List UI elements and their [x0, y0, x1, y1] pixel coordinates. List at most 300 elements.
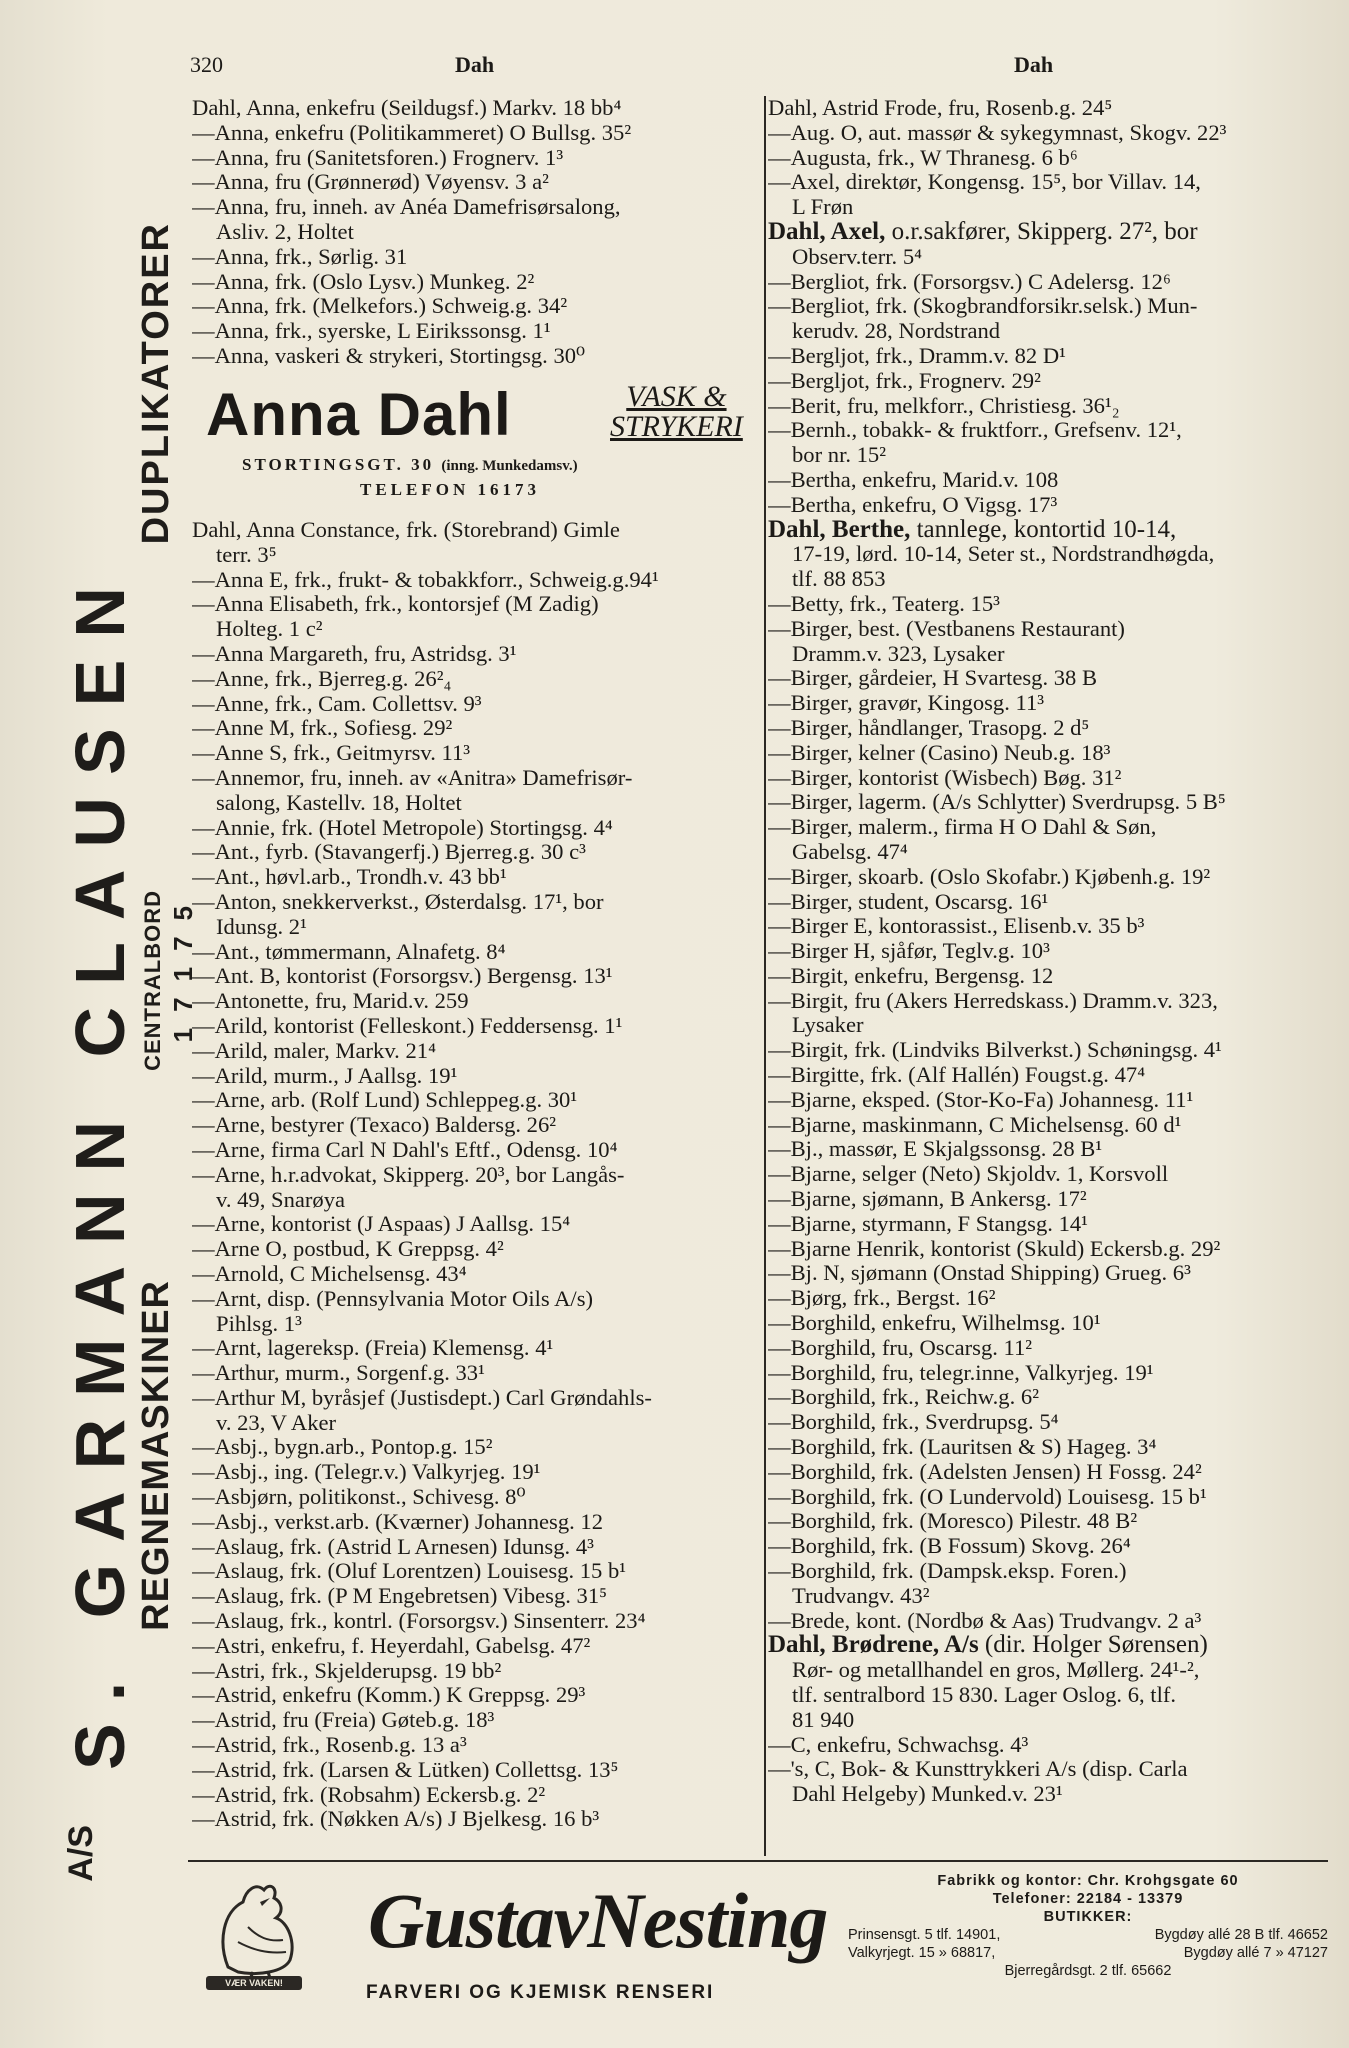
- entry-text: —Anna Margareth, fru, Astridsg. 3¹: [192, 641, 517, 666]
- entry-text: —Arnt, disp. (Pennsylvania Motor Oils A/s): [192, 1286, 594, 1311]
- entry-text: —'s, C, Bok- & Kunsttrykkeri A/s (disp. Carla: [768, 1757, 1188, 1782]
- entry-text: —Astrid, frk. (Robsahm) Eckersb.g. 2²: [192, 1782, 546, 1807]
- directory-entry: [192, 791, 757, 816]
- entry-text: —Arild, murm., J Aallsg. 19¹: [192, 1063, 458, 1088]
- entry-text: Observ.terr. 5⁴: [792, 244, 923, 269]
- directory-entry: [768, 1162, 1328, 1187]
- entry-text: —Bjarne, styrmann, F Stangsg. 14¹: [768, 1211, 1088, 1236]
- entry-text: —Bergljot, frk., Frognerv. 29²: [768, 368, 1041, 393]
- directory-entry: [768, 493, 1328, 518]
- ad-name: Anna Dahl: [206, 381, 512, 448]
- entry-text: —Ant., tømmermann, Alnafetg. 8⁴: [192, 939, 506, 964]
- entry-text: —Ant. B, kontorist (Forsorgsv.) Bergensg. 13¹: [192, 964, 613, 989]
- directory-entry: [192, 692, 757, 717]
- ad-service-line2: STRYKERI: [610, 410, 743, 443]
- brand-wordmark: GustavNesting: [368, 1877, 828, 1964]
- directory-entry: [192, 1064, 757, 1089]
- entry-text: salong, Kastellv. 18, Holtet: [216, 790, 462, 815]
- directory-entry: [192, 1758, 757, 1783]
- entry-text: —Ant., høvl.arb., Trondh.v. 43 bb¹: [192, 865, 507, 890]
- directory-entry: [192, 1287, 757, 1312]
- margin-ad-switchboard-label: CENTRALBORD: [140, 890, 165, 1071]
- directory-entry: [192, 220, 757, 245]
- entry-text: terr. 3⁵: [216, 542, 277, 567]
- entry-text: —Anne M, frk., Sofiesg. 29²: [192, 716, 453, 741]
- directory-entry: [768, 294, 1328, 319]
- directory-entry: [192, 1014, 757, 1039]
- directory-entry: [768, 914, 1328, 939]
- entry-text: —Asbj., verkst.arb. (Kværner) Johannesg. 12: [192, 1509, 604, 1534]
- entry-text: —Asbj., bygn.arb., Pontop.g. 15²: [192, 1435, 493, 1460]
- entry-text: —Birger, student, Oscarsg. 16¹: [768, 889, 1049, 914]
- directory-entry: [768, 518, 1328, 543]
- entry-text: Holteg. 1 c²: [216, 617, 323, 642]
- directory-entry: [768, 344, 1328, 369]
- entry-text: —Asbj., ing. (Telegr.v.) Valkyrjeg. 19¹: [192, 1460, 541, 1485]
- entry-text: —Astri, frk., Skjelderupsg. 19 bb²: [192, 1658, 502, 1683]
- entry-text: —Borghild, frk. (Dampsk.eksp. Foren.): [768, 1559, 1127, 1584]
- directory-entry: [768, 666, 1328, 691]
- directory-entry: [768, 270, 1328, 295]
- directory-entry: [192, 989, 757, 1014]
- directory-entry: [768, 1658, 1328, 1683]
- shop-left: Prinsensgt. 5 tlf. 14901,: [848, 1927, 1001, 1943]
- directory-entry: [768, 1559, 1328, 1584]
- directory-entry: [768, 1038, 1328, 1063]
- directory-entry: [192, 568, 757, 593]
- entry-text: —Augusta, frk., W Thranesg. 6 b⁶: [768, 145, 1078, 170]
- entry-text: Dahl, Anna, enkefru (Seildugsf.) Markv. 18 bb⁴: [192, 96, 622, 120]
- entry-text: —Annemor, fru, inneh. av «Anitra» Damefrisør-: [192, 765, 633, 790]
- directory-entry: [768, 121, 1328, 146]
- entry-text: —Birger, kelner (Casino) Neub.g. 18³: [768, 740, 1111, 765]
- brand-tagline: FARVERI OG KJEMISK RENSERI: [366, 1982, 715, 2003]
- directory-entry: [768, 1708, 1328, 1733]
- entry-text: —Birger, gravør, Kingosg. 11³: [768, 691, 1045, 716]
- shop-right: Bygdøy allé 7 » 47127: [1183, 1945, 1328, 1961]
- directory-entry: [192, 1188, 757, 1213]
- directory-entry: [768, 790, 1328, 815]
- entry-text: Dahl Helgeby) Munked.v. 23¹: [792, 1782, 1063, 1807]
- directory-entry: [768, 468, 1328, 493]
- directory-entry: [768, 1683, 1328, 1708]
- directory-entry: [768, 716, 1328, 741]
- entry-text: tlf. sentralbord 15 830. Lager Oslog. 6, tlf.: [792, 1683, 1177, 1707]
- directory-entry: [768, 1261, 1328, 1286]
- directory-entry: [768, 741, 1328, 766]
- directory-entry: [768, 170, 1328, 195]
- entry-text: —Aslaug, frk. (P M Engebretsen) Vibesg. 31⁵: [192, 1584, 608, 1609]
- entry-text: —Astrid, frk. (Larsen & Lütken) Collettsg. 13⁵: [192, 1757, 619, 1782]
- directory-entry: [192, 1535, 757, 1560]
- entry-text: —Brede, kont. (Nordbø & Aas) Trudvangv. 2 a³: [768, 1608, 1202, 1633]
- directory-entry: [192, 1584, 757, 1609]
- directory-entry: [768, 1609, 1328, 1634]
- directory-entry: [768, 1013, 1328, 1038]
- directory-entry: [768, 592, 1328, 617]
- entry-text: —Anna, fru, inneh. av Anéa Damefrisørsalong,: [192, 195, 621, 220]
- directory-entry: [192, 195, 757, 220]
- entry-text: Idunsg. 2¹: [216, 914, 307, 939]
- entry-text: 17-19, lørd. 10-14, Seter st., Nordstrandhøgda,: [792, 542, 1215, 567]
- directory-entry: [192, 1783, 757, 1808]
- margin-ad-fraction: A/S: [62, 1825, 100, 1882]
- directory-entry: [192, 270, 757, 295]
- entry-text: v. 49, Snarøya: [216, 1187, 346, 1212]
- entry-text: kerudv. 28, Nordstrand: [792, 319, 1001, 344]
- ad-address-street: STORTINGSGT. 30: [242, 455, 435, 474]
- directory-entry: [192, 1039, 757, 1064]
- directory-entry: [192, 1088, 757, 1113]
- entry-text: —Anton, snekkerverkst., Østerdalsg. 17¹, bor: [192, 889, 604, 914]
- entry-text: —Birgit, fru (Akers Herredskass.) Dramm.v. 323,: [768, 988, 1218, 1013]
- directory-entry: [768, 245, 1328, 270]
- page-number: 320: [190, 52, 223, 77]
- margin-ad-duplikatorer: DUPLIKATORER: [135, 222, 177, 545]
- entry-text: —Astrid, fru (Freia) Gøteb.g. 18³: [192, 1708, 495, 1733]
- entry-text: —Astri, enkefru, f. Heyerdahl, Gabelsg. 47²: [192, 1633, 591, 1658]
- entry-text: —Arne, arb. (Rolf Lund) Schleppeg.g. 30¹: [192, 1088, 578, 1113]
- directory-entry: [768, 1485, 1328, 1510]
- entry-text: v. 23, V Aker: [216, 1410, 337, 1435]
- entry-text: —Astrid, frk. (Nøkken A/s) J Bjelkesg. 16 b³: [192, 1807, 600, 1832]
- directory-entry: [768, 1782, 1328, 1807]
- directory-entry: [192, 1312, 757, 1337]
- entry-text: Dahl, Astrid Frode, fru, Rosenb.g. 24⁵: [768, 96, 1113, 120]
- directory-entry: [192, 543, 757, 568]
- entry-text: —Anna, frk., Sørlig. 31: [192, 244, 408, 269]
- entry-text: Pihlsg. 1³: [216, 1311, 302, 1336]
- shop-line: [848, 1944, 1328, 1962]
- entry-text: —Birger, håndlanger, Trasopg. 2 d⁵: [768, 715, 1090, 740]
- entry-text: —Antonette, fru, Marid.v. 259: [192, 989, 469, 1014]
- entry-text: —Axel, direktør, Kongensg. 15⁵, bor Villav. 14,: [768, 170, 1201, 195]
- entry-text: —Aug. O, aut. massør & sykegymnast, Skogv. 22³: [768, 120, 1227, 145]
- directory-entry: [192, 1683, 757, 1708]
- directory-entry: [192, 1262, 757, 1287]
- column-divider: [764, 96, 766, 1856]
- entry-heading: Dahl, Berthe,: [768, 517, 911, 543]
- entry-text: —Anna, vaskeri & strykeri, Stortingsg. 30⁰: [192, 343, 586, 368]
- shop-line: [848, 1962, 1328, 1980]
- directory-entry: [768, 220, 1328, 245]
- entry-text: —Astrid, frk., Rosenb.g. 13 a³: [192, 1733, 467, 1758]
- directory-entry: [768, 840, 1328, 865]
- directory-entry: [768, 1311, 1328, 1336]
- directory-entry: [768, 567, 1328, 592]
- entry-text: —Arthur M, byråsjef (Justisdept.) Carl Grøndahls-: [192, 1385, 652, 1410]
- entry-text: bor nr. 15²: [792, 443, 887, 468]
- directory-entry: [192, 716, 757, 741]
- entry-text: —Bjarne, sjømann, B Ankersg. 17²: [768, 1187, 1087, 1212]
- entry-text: —Bertha, enkefru, Marid.v. 108: [768, 467, 1059, 492]
- margin-ad-regnemaskiner: REGNEMASKINER: [135, 1280, 177, 1631]
- entry-text: —Aslaug, frk. (Oluf Lorentzen) Louisesg. 15 b¹: [192, 1559, 627, 1584]
- entry-text: —Birger E, kontorassist., Elisenb.v. 35 b³: [768, 914, 1145, 939]
- directory-entry: [768, 1410, 1328, 1435]
- ad-address: [242, 455, 578, 475]
- entry-text: 81 940: [792, 1707, 855, 1732]
- directory-entry: [192, 1609, 757, 1634]
- entry-text: —Borghild, frk. (Adelsten Jensen) H Fossg. 24²: [768, 1459, 1202, 1484]
- entry-text: —Borghild, frk. (Lauritsen & S) Hageg. 3⁴: [768, 1435, 1157, 1460]
- entry-text: tannlege, kontortid 10-14,: [910, 517, 1177, 543]
- anna-dahl-ad: [192, 380, 760, 505]
- entry-text: —Birger, kontorist (Wisbech) Bøg. 31²: [768, 765, 1122, 790]
- entry-text: —Birgit, enkefru, Bergensg. 12: [768, 963, 1054, 988]
- entry-text: —Asbjørn, politikonst., Schivesg. 8⁰: [192, 1485, 526, 1510]
- directory-entry: [192, 1733, 757, 1758]
- left-column-entries: [192, 518, 757, 1832]
- entry-text: —Bergliot, frk. (Skogbrandforsikr.selsk.) Mun-: [768, 294, 1198, 319]
- entry-text: —Anne, frk., Cam. Collettsv. 9³: [192, 691, 482, 716]
- entry-text: Dahl, Anna Constance, frk. (Storebrand) Gimle: [192, 518, 620, 542]
- entry-text: —Borghild, fru, Oscarsg. 11²: [768, 1335, 1033, 1360]
- directory-entry: [192, 96, 757, 121]
- gustav-nesting-ad: [188, 1860, 1328, 2012]
- directory-entry: [192, 1386, 757, 1411]
- entry-text: Asliv. 2, Holtet: [216, 219, 354, 244]
- entry-text: —Bj., massør, E Skjalgssonsg. 28 B¹: [768, 1137, 1103, 1162]
- entry-text: —Birger, malerm., firma H O Dahl & Søn,: [768, 815, 1157, 840]
- contact-info: [848, 1872, 1328, 1980]
- entry-heading: Dahl, Brødrene, A/s: [768, 1633, 979, 1659]
- factory-line: Fabrikk og kontor: Chr. Krohgsgate 60: [937, 1873, 1239, 1889]
- shops-label: BUTIKKER:: [1043, 1909, 1133, 1925]
- entry-text: —Anne, frk., Bjerreg.g. 26²₄: [192, 666, 452, 691]
- entry-text: —Borghild, frk., Reichw.g. 6²: [768, 1385, 1039, 1410]
- entry-text: —Bertha, enkefru, O Vigsg. 17³: [768, 492, 1058, 517]
- directory-entry: [768, 1237, 1328, 1262]
- directory-entry: [768, 1534, 1328, 1559]
- entry-text: —Bergliot, frk. (Forsorgsv.) C Adelersg. 12⁶: [768, 269, 1171, 294]
- directory-entry: [768, 1757, 1328, 1782]
- entry-text: —Arne, firma Carl N Dahl's Eftf., Odensg. 10⁴: [192, 1137, 618, 1162]
- ad-service-line1: VASK &: [626, 380, 727, 413]
- entry-text: —Borghild, fru, telegr.inne, Valkyrjeg. 19¹: [768, 1360, 1154, 1385]
- directory-entry: [192, 1138, 757, 1163]
- directory-entry: [192, 1807, 757, 1832]
- entry-text: —Astrid, enkefru (Komm.) K Greppsg. 29³: [192, 1683, 586, 1708]
- directory-entry: [192, 146, 757, 171]
- directory-entry: [192, 1237, 757, 1262]
- directory-entry: [192, 319, 757, 344]
- directory-entry: [192, 915, 757, 940]
- directory-entry: [768, 319, 1328, 344]
- directory-entry: [768, 617, 1328, 642]
- directory-entry: [192, 1485, 757, 1510]
- directory-entry: [192, 344, 757, 369]
- entry-text: tlf. 88 853: [792, 567, 886, 592]
- entry-text: —Birger H, sjåfør, Teglv.g. 10³: [768, 939, 1050, 964]
- entry-text: —Arne, bestyrer (Texaco) Baldersg. 26²: [192, 1113, 557, 1138]
- directory-entry: [192, 1510, 757, 1535]
- shop-left: Valkyrjegt. 15 » 68817,: [848, 1945, 996, 1961]
- entry-text: Dramm.v. 323, Lysaker: [792, 641, 1005, 666]
- entry-text: —Arne, h.r.advokat, Skipperg. 20³, bor Langås-: [192, 1162, 625, 1187]
- entry-text: —Arnold, C Michelsensg. 43⁴: [192, 1261, 467, 1286]
- directory-entry: [768, 195, 1328, 220]
- margin-ad-switchboard-number: 17175: [168, 890, 198, 1043]
- entry-text: —Birger, gårdeier, H Svartesg. 38 B: [768, 666, 1098, 691]
- entry-text: —Bjarne, selger (Neto) Skjoldv. 1, Korsvoll: [768, 1162, 1169, 1187]
- entry-text: —Borghild, frk., Sverdrupsg. 5⁴: [768, 1410, 1059, 1435]
- entry-text: —Anna, enkefru (Politikammeret) O Bullsg. 35²: [192, 120, 632, 145]
- directory-entry: [192, 1659, 757, 1684]
- entry-text: —Annie, frk. (Hotel Metropole) Stortingsg. 4⁴: [192, 815, 613, 840]
- directory-entry: [768, 1137, 1328, 1162]
- directory-entry: [192, 1336, 757, 1361]
- entry-text: —Anna, frk. (Oslo Lysv.) Munkeg. 2²: [192, 269, 535, 294]
- directory-entry: [768, 815, 1328, 840]
- right-column-entries: [768, 96, 1328, 1807]
- rooster-logo: [198, 1872, 308, 1990]
- entry-text: —Bjarne Henrik, kontorist (Skuld) Eckersb.g. 29²: [768, 1236, 1221, 1261]
- entry-text: —Berit, fru, melkforr., Christiesg. 36¹₂: [768, 393, 1120, 418]
- ad-phone: TELEFON 16173: [360, 480, 540, 499]
- directory-entry: [768, 964, 1328, 989]
- entry-text: —Birger, skoarb. (Oslo Skofabr.) Kjøbenh.g. 19²: [768, 864, 1211, 889]
- entry-text: Lysaker: [792, 1013, 864, 1038]
- shop-right: Bygdøy allé 28 B tlf. 46652: [1154, 1927, 1328, 1943]
- directory-entry: [192, 294, 757, 319]
- entry-text: —Anna, frk., syerske, L Eirikssonsg. 1¹: [192, 319, 551, 344]
- directory-entry: [768, 542, 1328, 567]
- entry-text: Rør- og metallhandel en gros, Møllerg. 24¹-²,: [792, 1658, 1200, 1683]
- entry-text: —Borghild, frk. (B Fossum) Skovg. 26⁴: [768, 1534, 1131, 1559]
- directory-entry: [192, 121, 757, 146]
- right-running-head: Dah: [1014, 52, 1054, 77]
- directory-entry: [768, 1509, 1328, 1534]
- directory-entry: [192, 1634, 757, 1659]
- entry-text: —Birgit, frk. (Lindviks Bilverkst.) Schøningsg. 4¹: [768, 1038, 1222, 1063]
- entry-text: Trudvangv. 43²: [792, 1583, 930, 1608]
- directory-entry: [768, 939, 1328, 964]
- directory-entry: [192, 518, 757, 543]
- directory-entry: [768, 766, 1328, 791]
- entry-text: —Anna Elisabeth, frk., kontorsjef (M Zadig): [192, 592, 599, 617]
- shop-left: Bjerregårdsgt. 2 tlf. 65662: [1004, 1963, 1172, 1979]
- entry-text: —Betty, frk., Teaterg. 15³: [768, 591, 1000, 616]
- entry-text: —Birgitte, frk. (Alf Hallén) Fougst.g. 47⁴: [768, 1063, 1146, 1088]
- directory-entry: [192, 1435, 757, 1460]
- directory-entry: [768, 443, 1328, 468]
- directory-entry: [768, 1435, 1328, 1460]
- entry-text: L Frøn: [792, 195, 854, 220]
- directory-entry: [768, 989, 1328, 1014]
- directory-entry: [192, 766, 757, 791]
- directory-entry: [192, 890, 757, 915]
- directory-entry: [192, 741, 757, 766]
- directory-entry: [192, 865, 757, 890]
- ad-address-note: (inng. Munkedamsv.): [441, 458, 578, 474]
- directory-entry: [192, 617, 757, 642]
- directory-entry: [192, 1361, 757, 1386]
- directory-entry: [768, 1113, 1328, 1138]
- entry-text: —Arne, kontorist (J Aspaas) J Aallsg. 15⁴: [192, 1212, 571, 1237]
- margin-ad-company: S. GARMANN CLAUSEN: [61, 565, 139, 1770]
- directory-entry: [768, 865, 1328, 890]
- directory-entry: [768, 369, 1328, 394]
- directory-entry: [768, 1088, 1328, 1113]
- directory-entry: [768, 1063, 1328, 1088]
- directory-entry: [192, 642, 757, 667]
- directory-entry: [768, 1633, 1328, 1658]
- entry-text: —Arne O, postbud, K Greppsg. 4²: [192, 1237, 504, 1262]
- directory-entry: [192, 1411, 757, 1436]
- directory-entry: [768, 1361, 1328, 1386]
- entry-text: —Anna E, frk., frukt- & tobakkforr., Schweig.g.94¹: [192, 567, 659, 592]
- entry-text: —Bjørg, frk., Bergst. 16²: [768, 1286, 996, 1311]
- entry-text: —Anna, fru (Grønnerød) Vøyensv. 3 a²: [192, 170, 549, 195]
- entry-text: —Aslaug, frk., kontrl. (Forsorgsv.) Sinsenterr. 23⁴: [192, 1609, 646, 1634]
- directory-entry: [192, 964, 757, 989]
- entry-text: —Borghild, frk. (O Lundervold) Louisesg. 15 b¹: [768, 1484, 1207, 1509]
- directory-entry: [768, 1336, 1328, 1361]
- entry-text: Gabelsg. 47⁴: [792, 839, 908, 864]
- directory-entry: [192, 840, 757, 865]
- directory-entry: [192, 245, 757, 270]
- directory-entry: [192, 1708, 757, 1733]
- directory-entry: [192, 816, 757, 841]
- entry-text: —Bj. N, sjømann (Onstad Shipping) Grueg. 6³: [768, 1261, 1191, 1286]
- entry-text: —Arild, kontorist (Felleskont.) Feddersensg. 1¹: [192, 1013, 623, 1038]
- entry-heading: Dahl, Axel,: [768, 219, 886, 245]
- directory-entry: [768, 1584, 1328, 1609]
- directory-entry: [192, 1212, 757, 1237]
- entry-text: (dir. Holger Sørensen): [978, 1633, 1208, 1659]
- directory-entry: [768, 1460, 1328, 1485]
- directory-entry: [192, 1163, 757, 1188]
- entry-text: —Aslaug, frk. (Astrid L Arnesen) Idunsg. 4³: [192, 1534, 594, 1559]
- directory-entry: [768, 394, 1328, 419]
- ad-service: [610, 382, 743, 442]
- directory-entry: [768, 1187, 1328, 1212]
- directory-entry: [192, 1460, 757, 1485]
- entry-text: —Arthur, murm., Sorgenf.g. 33¹: [192, 1361, 485, 1386]
- entry-text: —Ant., fyrb. (Stavangerfj.) Bjerreg.g. 30 c³: [192, 840, 586, 865]
- entry-text: —Birger, best. (Vestbanens Restaurant): [768, 616, 1125, 641]
- entry-text: —C, enkefru, Schwachsg. 4³: [768, 1732, 1029, 1757]
- directory-entry: [768, 146, 1328, 171]
- directory-entry: [768, 890, 1328, 915]
- directory-entry: [768, 642, 1328, 667]
- directory-entry: [192, 1559, 757, 1584]
- directory-entry: [768, 1733, 1328, 1758]
- entry-text: —Arnt, lagereksp. (Freia) Klemensg. 4¹: [192, 1336, 554, 1361]
- directory-entry: [192, 667, 757, 692]
- entry-text: —Anna, frk. (Melkefors.) Schweig.g. 34²: [192, 294, 568, 319]
- directory-entry: [192, 1113, 757, 1138]
- entry-text: o.r.sakfører, Skipperg. 27², bor: [885, 219, 1198, 245]
- entry-text: —Borghild, frk. (Moresco) Pilestr. 48 B²: [768, 1509, 1138, 1534]
- entry-text: —Borghild, enkefru, Wilhelmsg. 10¹: [768, 1311, 1101, 1336]
- directory-entry: [192, 940, 757, 965]
- entry-text: —Bjarne, maskinmann, C Michelsensg. 60 d¹: [768, 1112, 1182, 1137]
- directory-entry: [768, 418, 1328, 443]
- rooster-motto: VÆR VAKEN!: [225, 1978, 283, 1988]
- entry-text: —Birger, lagerm. (A/s Schlytter) Sverdrupsg. 5 B⁵: [768, 790, 1226, 815]
- left-column-top-entries: [192, 96, 757, 369]
- entry-text: —Anne S, frk., Geitmyrsv. 11³: [192, 741, 471, 766]
- directory-entry: [192, 170, 757, 195]
- entry-text: —Arild, maler, Markv. 21⁴: [192, 1038, 436, 1063]
- entry-text: —Bjarne, eksped. (Stor-Ko-Fa) Johannesg. 11¹: [768, 1087, 1194, 1112]
- entry-text: —Bergljot, frk., Dramm.v. 82 D¹: [768, 343, 1066, 368]
- entry-text: —Anna, fru (Sanitetsforen.) Frognerv. 1³: [192, 145, 564, 170]
- directory-entry: [768, 691, 1328, 716]
- left-running-head: Dah: [455, 52, 495, 77]
